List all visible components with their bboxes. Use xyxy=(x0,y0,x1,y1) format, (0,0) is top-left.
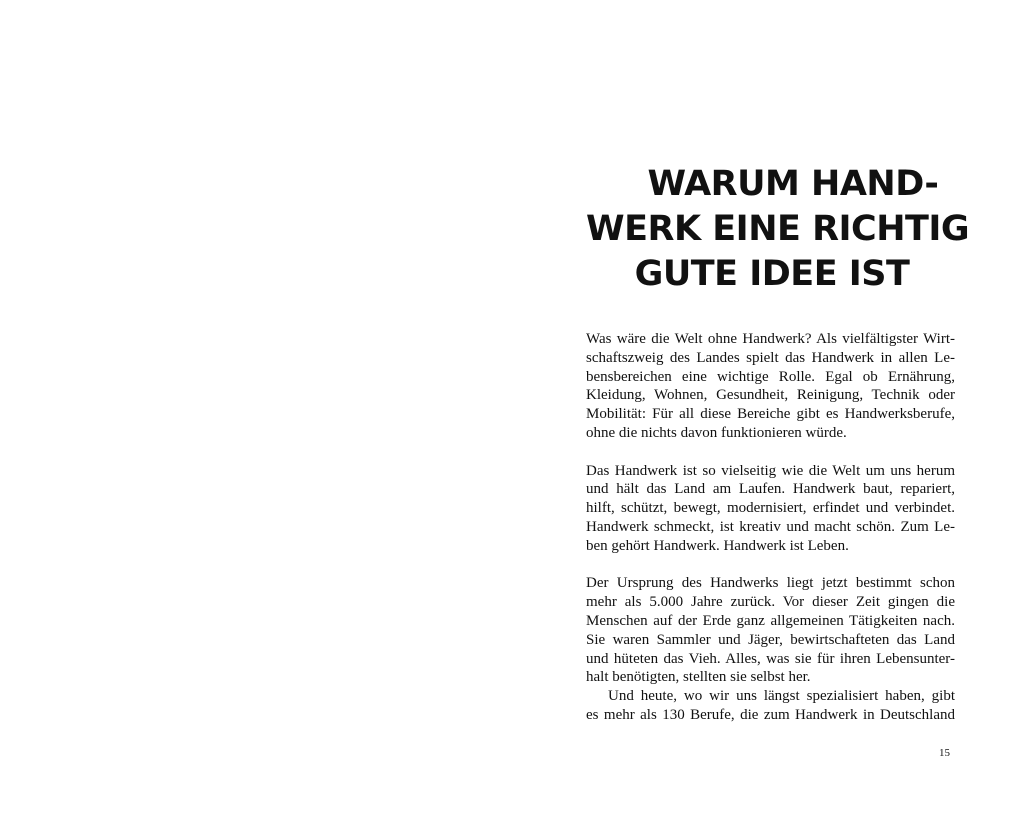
text-line: Was wäre die Welt ohne Handwerk? Als vielfältigster Wirt- xyxy=(586,331,955,347)
chapter-heading xyxy=(586,162,970,297)
chapter-heading-line: WARUM HAND- xyxy=(647,164,939,204)
text-line: ohne die nichts davon funktionieren würde. xyxy=(586,424,847,441)
paragraph-1 xyxy=(586,330,955,443)
text-line: es mehr als 130 Berufe, die zum Handwerk in Deutschland xyxy=(586,706,955,723)
text-line: ben gehört Handwerk. Handwerk ist Leben. xyxy=(586,537,849,554)
paragraph-3 xyxy=(586,574,955,687)
text-line: Kleidung, Wohnen, Gesundheit, Reinigung, Technik oder xyxy=(586,387,955,404)
text-line: bensbereichen eine wichtige Rolle. Egal ob Ernährung, xyxy=(586,368,955,385)
text-line: Handwerk schmeckt, ist kreativ und macht schön. Zum Le- xyxy=(586,518,955,535)
paragraph-4 xyxy=(586,687,955,725)
paragraph-2 xyxy=(586,462,955,556)
text-line: Sie waren Sammler und Jäger, bewirtschafteten das Land xyxy=(586,631,955,648)
text-line: mehr als 5.000 Jahre zurück. Vor dieser Zeit gingen die xyxy=(586,594,955,611)
text-line: Der Ursprung des Handwerks liegt jetzt bestimmt schon xyxy=(586,575,955,592)
text-line: und hält das Land am Laufen. Handwerk baut, repariert, xyxy=(586,481,955,498)
text-line: hilft, schützt, bewegt, modernisiert, erfindet und verbindet. xyxy=(586,500,955,517)
text-line: Das Handwerk ist so vielseitig wie die Welt um uns herum xyxy=(586,462,955,479)
page-number: 15 xyxy=(939,747,950,759)
right-page xyxy=(510,0,1020,813)
text-line: halt benötigten, stellten sie selbst her. xyxy=(586,669,811,686)
text-line: Mobilität: Für all diese Bereiche gibt es Handwerksberufe, xyxy=(586,406,955,423)
text-line: Menschen auf der Erde ganz allgemeinen Tätigkeiten nach. xyxy=(586,612,955,629)
text-line: schaftszweig des Landes spielt das Handwerk in allen Le- xyxy=(586,349,955,366)
text-line: Und heute, wo wir uns längst spezialisiert haben, gibt xyxy=(608,688,955,705)
chapter-heading-line: GUTE IDEE IST xyxy=(634,254,910,294)
body-text xyxy=(586,330,955,725)
text-line: und hüteten das Vieh. Alles, was sie für ihren Lebensunter- xyxy=(586,650,955,667)
chapter-heading-line: WERK EINE RICHTIG xyxy=(586,209,970,249)
